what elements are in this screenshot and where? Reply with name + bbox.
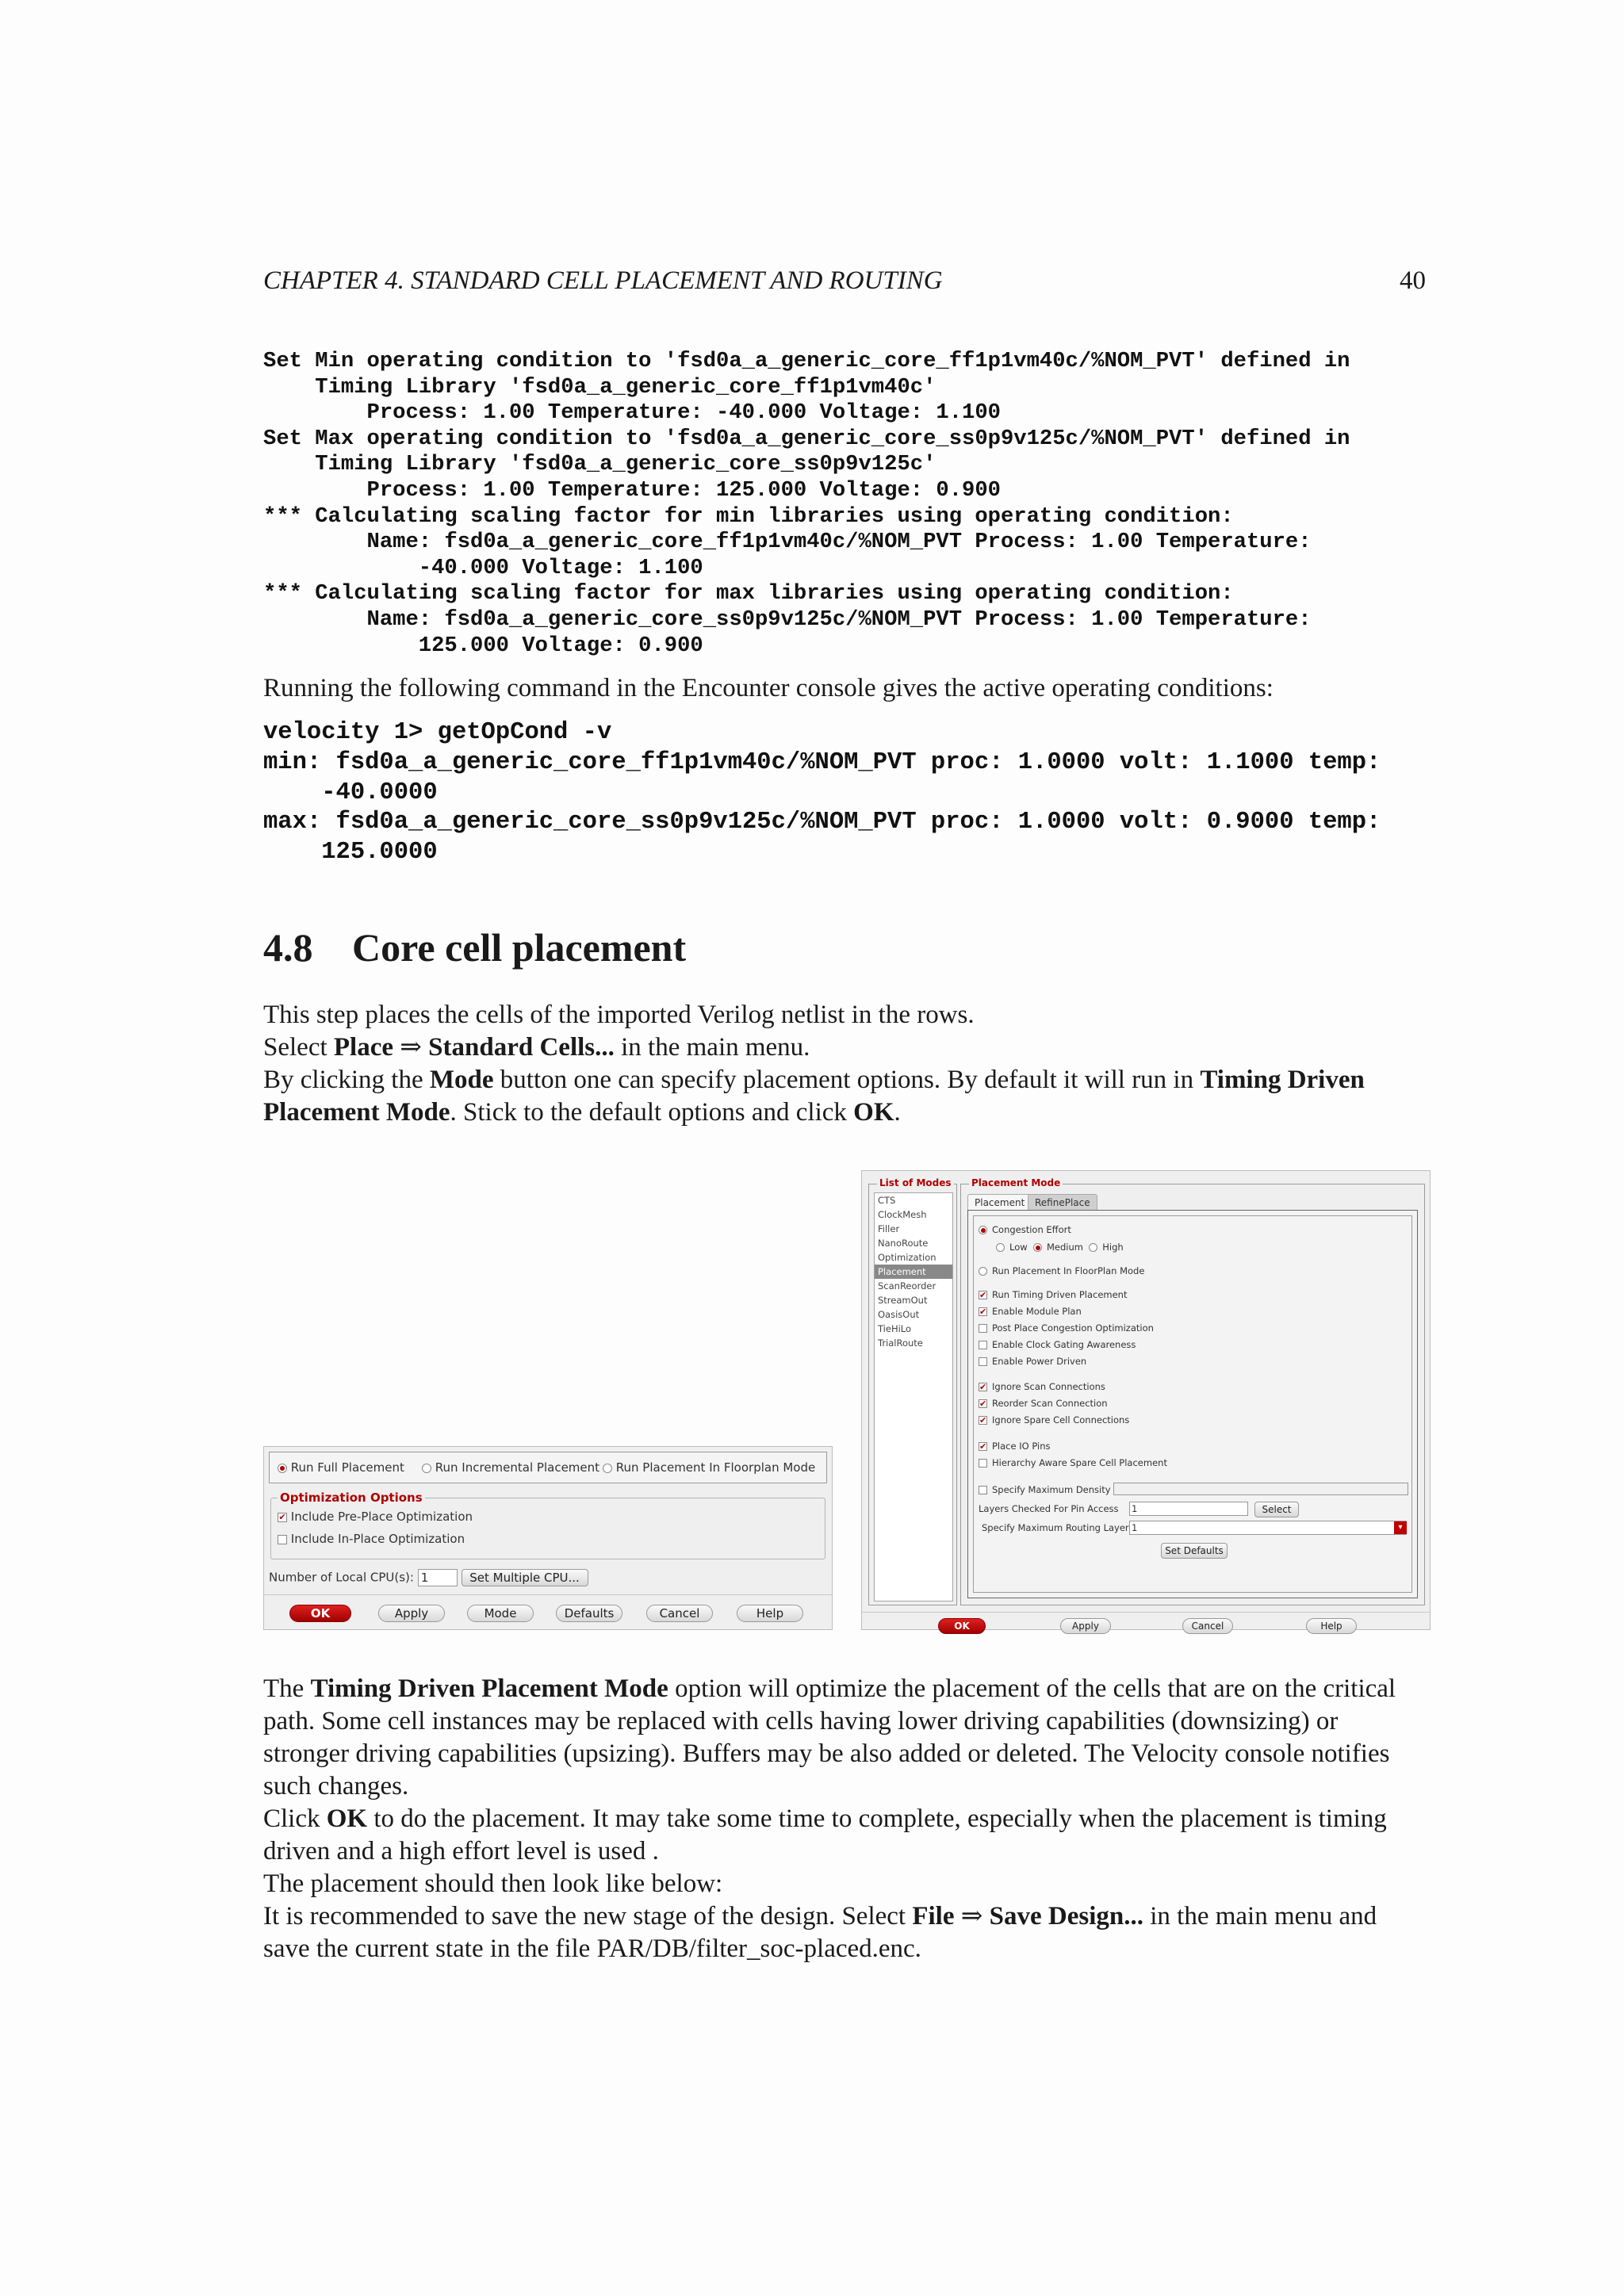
list-item[interactable]: NanoRoute <box>878 1238 929 1249</box>
module-plan-checkbox[interactable] <box>979 1306 1082 1317</box>
option-label: Low <box>1009 1242 1028 1253</box>
text: Click <box>263 1804 327 1833</box>
clock-gating-checkbox[interactable] <box>979 1339 1136 1350</box>
radio-icon[interactable] <box>996 1243 1005 1252</box>
text: . <box>894 1098 901 1127</box>
run-full-placement-option[interactable] <box>278 1460 404 1475</box>
run-incremental-option[interactable] <box>422 1460 599 1475</box>
bold-term: Mode <box>429 1066 494 1094</box>
options-panel <box>973 1215 1412 1593</box>
radio-selected-icon[interactable] <box>278 1464 287 1473</box>
arrow: ⇒ <box>393 1033 429 1062</box>
list-item[interactable]: OasisOut <box>878 1309 920 1320</box>
checkbox-icon[interactable] <box>979 1341 987 1349</box>
option-label: Congestion Effort <box>992 1224 1071 1235</box>
section-title: Core cell placement <box>352 925 687 970</box>
paragraph-line: The placement should then look like below: <box>263 1869 723 1898</box>
console-code-block <box>263 718 1381 868</box>
step-paragraph <box>263 999 1426 1129</box>
checkmark-icon[interactable]: ✔ <box>979 1441 987 1452</box>
running-paragraph: Running the following command in the Encounter console gives the active operating conditions: <box>263 674 1274 702</box>
bold-term: Timing Driven <box>1200 1066 1365 1094</box>
paragraph-line: stronger driving capabilities (upsizing). Buffers may be also added or deleted. The Velocity console notifies <box>263 1739 1390 1768</box>
list-item[interactable]: Filler <box>878 1223 900 1234</box>
list-item[interactable]: TieHiLo <box>878 1323 912 1334</box>
paragraph-line <box>263 1900 1426 1933</box>
cpu-count-input[interactable]: 1 <box>418 1569 458 1586</box>
layers-checked-row <box>979 1503 1119 1514</box>
timing-driven-checkbox[interactable] <box>979 1289 1127 1300</box>
code-line: Name: fsd0a_a_generic_core_ff1p1vm40c/%NOM_PVT Process: 1.00 Temperature: <box>263 530 1312 555</box>
list-item[interactable]: StreamOut <box>878 1295 928 1306</box>
list-item[interactable]: TrialRoute <box>878 1337 923 1349</box>
menu-ref: File <box>912 1902 955 1931</box>
checkbox-label: Hierarchy Aware Spare Cell Placement <box>992 1457 1167 1468</box>
checkbox-icon[interactable] <box>979 1324 987 1333</box>
bold-term: Placement Mode <box>263 1098 450 1127</box>
option-label: Run Placement In FloorPlan Mode <box>992 1265 1145 1276</box>
max-routing-row <box>982 1522 1129 1533</box>
checkbox-label: Include In-Place Optimization <box>290 1532 465 1546</box>
list-item[interactable]: CTS <box>878 1195 896 1206</box>
set-multiple-cpu-button[interactable]: Set Multiple CPU... <box>462 1569 588 1586</box>
radio-icon[interactable] <box>422 1464 431 1473</box>
step-line: This step places the cells of the imported Verilog netlist in the rows. <box>263 1001 975 1029</box>
checkbox-icon[interactable] <box>979 1357 987 1366</box>
pre-place-checkbox[interactable] <box>278 1510 473 1524</box>
ok-button[interactable]: OK <box>938 1618 986 1634</box>
radio-selected-icon[interactable] <box>979 1226 987 1234</box>
step-line <box>263 1031 1426 1064</box>
checkmark-icon[interactable]: ✔ <box>979 1382 987 1392</box>
radio-icon[interactable] <box>603 1464 612 1473</box>
hierarchy-spare-checkbox[interactable] <box>979 1457 1167 1468</box>
menu-ref: Save Design... <box>989 1902 1143 1931</box>
option-label: High <box>1102 1242 1124 1253</box>
checkbox-label: Enable Power Driven <box>992 1356 1087 1367</box>
code-line: min: fsd0a_a_generic_core_ff1p1vm40c/%NOM_PVT proc: 1.0000 volt: 1.1000 temp: <box>263 748 1381 776</box>
code-line: Timing Library 'fsd0a_a_generic_core_ss0p9v125c' <box>263 452 936 477</box>
option-label: Run Incremental Placement <box>435 1460 600 1475</box>
radio-icon[interactable] <box>1089 1243 1097 1252</box>
checkbox-label: Post Place Congestion Optimization <box>992 1322 1154 1334</box>
checkbox-label: Reorder Scan Connection <box>992 1398 1108 1409</box>
set-defaults-button[interactable]: Set Defaults <box>1161 1543 1228 1559</box>
code-line: velocity 1> getOpCond -v <box>263 719 612 746</box>
code-line: 125.000 Voltage: 0.900 <box>263 633 703 658</box>
code-line: Process: 1.00 Temperature: -40.000 Voltage: 1.100 <box>263 400 1001 426</box>
place-io-checkbox[interactable] <box>979 1441 1051 1452</box>
text: It is recommended to save the new stage of the design. Select <box>263 1902 913 1931</box>
code-line: -40.0000 <box>263 779 438 806</box>
ok-button[interactable]: OK <box>289 1605 351 1622</box>
run-floorplan-option[interactable] <box>979 1265 1144 1276</box>
checkmark-icon[interactable]: ✔ <box>278 1511 286 1522</box>
code-line: Name: fsd0a_a_generic_core_ss0p9v125c/%NOM_PVT Process: 1.00 Temperature: <box>263 607 1312 632</box>
cancel-button[interactable]: Cancel <box>646 1605 713 1622</box>
run-floorplan-option[interactable] <box>603 1460 815 1475</box>
group-legend: Optimization Options <box>278 1490 425 1505</box>
select-button[interactable]: Select <box>1254 1502 1299 1517</box>
checkmark-icon[interactable]: ✔ <box>979 1415 987 1425</box>
option-label: Run Placement In Floorplan Mode <box>615 1460 816 1475</box>
checkmark-icon[interactable]: ✔ <box>979 1399 987 1409</box>
option-label: Run Full Placement <box>290 1460 404 1475</box>
cpu-row <box>269 1569 588 1586</box>
option-label: Medium <box>1046 1242 1083 1253</box>
text: . Stick to the default options and click <box>450 1098 854 1127</box>
max-density-checkbox[interactable] <box>979 1484 1111 1495</box>
ignore-scan-checkbox[interactable] <box>979 1381 1105 1392</box>
arrow: ⇒ <box>954 1902 990 1931</box>
chevron-down-icon[interactable]: ▾ <box>1394 1521 1407 1534</box>
checkbox-label: Include Pre-Place Optimization <box>290 1510 473 1524</box>
paragraph-line <box>263 1803 1426 1835</box>
layers-checked-input[interactable]: 1 <box>1129 1502 1248 1516</box>
text: in the main menu. <box>614 1033 810 1062</box>
code-line: 125.0000 <box>263 839 438 867</box>
checkbox-icon[interactable] <box>979 1486 987 1494</box>
cpu-label: Number of Local CPU(s): <box>269 1570 414 1585</box>
text: Select <box>263 1033 334 1062</box>
text: to do the placement. It may take some time to complete, especially when the placement is timing <box>367 1804 1387 1833</box>
help-button[interactable]: Help <box>737 1605 803 1622</box>
apply-button[interactable]: Apply <box>378 1605 445 1622</box>
text: button one can specify placement options. By default it will run in <box>493 1066 1201 1094</box>
text: The <box>263 1674 311 1703</box>
placement-mode-group <box>960 1177 1425 1605</box>
ignore-spare-checkbox[interactable] <box>979 1414 1129 1425</box>
in-place-checkbox[interactable] <box>278 1532 465 1546</box>
menu-ref: Standard Cells... <box>428 1033 615 1062</box>
checkbox-label: Place IO Pins <box>992 1441 1051 1452</box>
list-item[interactable]: ClockMesh <box>878 1209 927 1220</box>
list-item[interactable]: ScanReorder <box>878 1280 936 1292</box>
optimization-options-group <box>270 1490 825 1559</box>
timing-paragraph <box>263 1673 1426 1965</box>
code-line: Set Max operating condition to 'fsd0a_a_generic_core_ss0p9v125c/%NOM_PVT' defined in <box>263 426 1350 451</box>
step-line <box>263 1064 1426 1096</box>
tab-refineplace[interactable]: RefinePlace <box>1028 1194 1097 1211</box>
tab-panel <box>967 1210 1418 1598</box>
max-routing-select[interactable]: 1 <box>1129 1521 1407 1535</box>
text: option will optimize the placement of the cells that are on the critical <box>668 1674 1396 1703</box>
divider <box>264 1594 832 1595</box>
placement-mode-group <box>269 1452 827 1483</box>
log-code-block <box>263 349 1350 659</box>
code-line: Process: 1.00 Temperature: 125.000 Voltage: 0.900 <box>263 477 1001 503</box>
checkbox-icon[interactable] <box>278 1535 287 1544</box>
tab-placement[interactable]: Placement <box>967 1194 1032 1211</box>
paragraph-line <box>263 1673 1426 1705</box>
code-line: max: fsd0a_a_generic_core_ss0p9v125c/%NOM_PVT proc: 1.0000 volt: 0.9000 temp: <box>263 809 1381 836</box>
radio-selected-icon[interactable] <box>1033 1243 1042 1252</box>
place-dialog-screenshot <box>263 1446 833 1630</box>
checkbox-label: Run Timing Driven Placement <box>992 1289 1128 1300</box>
paragraph-line: save the current state in the file PAR/DB/filter_soc-placed.enc. <box>263 1934 921 1963</box>
page-header <box>263 266 1426 296</box>
list-item-selected[interactable]: Placement <box>875 1265 952 1279</box>
section-number: 4.8 <box>263 925 313 970</box>
apply-button[interactable]: Apply <box>1060 1618 1111 1634</box>
modes-list[interactable] <box>874 1192 953 1601</box>
bold-term: OK <box>326 1804 368 1833</box>
congestion-effort-option[interactable] <box>979 1224 1071 1235</box>
field-label: Specify Maximum Routing Layer <box>982 1522 1129 1533</box>
checkbox-icon[interactable] <box>979 1459 987 1468</box>
text: By clicking the <box>263 1066 430 1094</box>
bold-term: OK <box>853 1098 894 1127</box>
code-line: -40.000 Voltage: 1.100 <box>263 555 703 580</box>
help-button[interactable]: Help <box>1306 1618 1357 1634</box>
power-driven-checkbox[interactable] <box>979 1356 1086 1367</box>
effort-level-group <box>996 1242 1124 1253</box>
max-density-input[interactable] <box>1113 1483 1408 1495</box>
text: in the main menu and <box>1143 1902 1377 1931</box>
page-number: 40 <box>1400 266 1426 295</box>
divider <box>862 1612 1430 1613</box>
field-label: Layers Checked For Pin Access <box>979 1503 1119 1514</box>
checkbox-label: Specify Maximum Density <box>992 1484 1111 1495</box>
checkbox-label: Ignore Spare Cell Connections <box>992 1414 1130 1425</box>
section-heading <box>263 924 686 970</box>
checkmark-icon[interactable]: ✔ <box>979 1307 987 1317</box>
code-line: Set Min operating condition to 'fsd0a_a_generic_core_ff1p1vm40c/%NOM_PVT' defined in <box>263 349 1350 373</box>
code-line: *** Calculating scaling factor for max libraries using operating condition: <box>263 581 1234 607</box>
checkmark-icon[interactable]: ✔ <box>979 1290 987 1300</box>
group-legend: Placement Mode <box>969 1177 1063 1188</box>
step-line <box>263 1096 1426 1129</box>
defaults-button[interactable]: Defaults <box>556 1605 622 1622</box>
cancel-button[interactable]: Cancel <box>1182 1618 1233 1634</box>
group-legend: List of Modes <box>877 1177 954 1188</box>
post-place-checkbox[interactable] <box>979 1322 1154 1334</box>
mode-setup-dialog-screenshot <box>861 1170 1431 1630</box>
paragraph-line: path. Some cell instances may be replaced with cells having lower driving capabilities (downsizing) or <box>263 1707 1339 1735</box>
list-of-modes-group <box>868 1177 957 1605</box>
code-line: Timing Library 'fsd0a_a_generic_core_ff1p1vm40c' <box>263 374 936 400</box>
chapter-title: CHAPTER 4. STANDARD CELL PLACEMENT AND ROUTING <box>263 266 943 295</box>
checkbox-label: Enable Module Plan <box>992 1306 1082 1317</box>
radio-icon[interactable] <box>979 1267 987 1276</box>
mode-button[interactable]: Mode <box>467 1605 534 1622</box>
list-item[interactable]: Optimization <box>878 1252 936 1263</box>
checkbox-label: Ignore Scan Connections <box>992 1381 1105 1392</box>
code-line: *** Calculating scaling factor for min libraries using operating condition: <box>263 503 1234 529</box>
paragraph-line: such changes. <box>263 1772 409 1800</box>
menu-ref: Place <box>333 1033 394 1062</box>
bold-term: Timing Driven Placement Mode <box>310 1674 668 1703</box>
reorder-scan-checkbox[interactable] <box>979 1398 1108 1409</box>
checkbox-label: Enable Clock Gating Awareness <box>992 1339 1136 1350</box>
paragraph-line: driven and a high effort level is used . <box>263 1837 659 1866</box>
